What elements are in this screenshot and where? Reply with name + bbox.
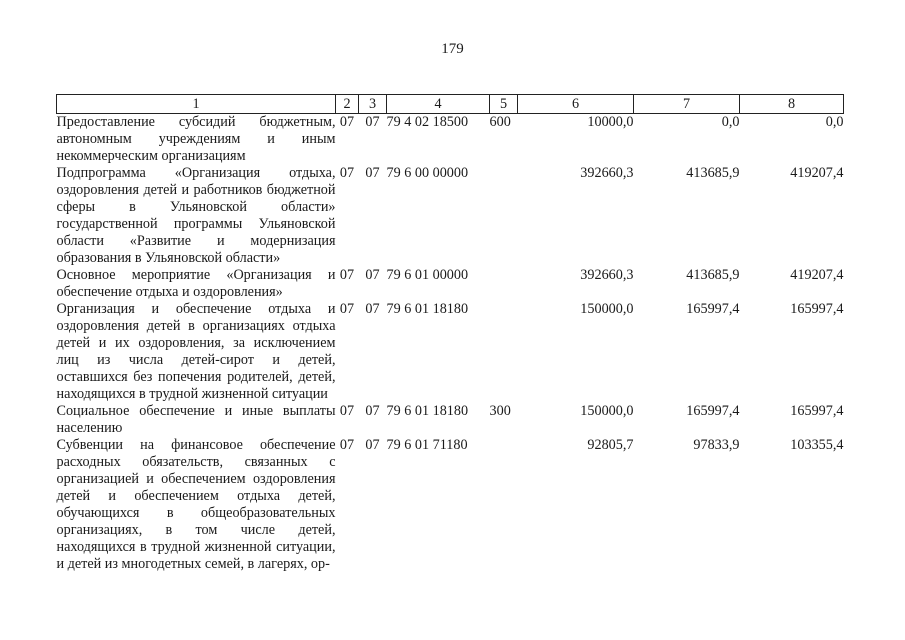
budget-table (56, 94, 844, 573)
row-subsection: 07 (365, 403, 380, 419)
header-col-amount-2: 7 (634, 95, 740, 114)
row-amount-2: 0,0 (721, 114, 740, 130)
table-row (57, 437, 844, 573)
row-amount-1: 10000,0 (587, 114, 634, 130)
row-subsection: 07 (365, 301, 380, 317)
header-col-amount-3: 8 (740, 95, 844, 114)
row-name: Организация и обеспечение отдыха и оздоровления детей в организациях отдыха детей и их оздоровления, за исключением лиц из числа детей-сирот и детей, оставшихся без попечения родителей, детей, находящихся в трудной жизненной ситуации (56, 301, 336, 402)
row-section: 07 (339, 301, 355, 317)
header-col-section: 2 (336, 95, 359, 114)
row-target-article: 79 4 02 18500 (386, 114, 469, 130)
row-amount-2: 413685,9 (686, 267, 740, 283)
row-subsection: 07 (365, 267, 380, 283)
page-number: 179 (441, 41, 464, 57)
header-col-amount-1: 6 (518, 95, 634, 114)
row-expense-type: 300 (489, 403, 511, 419)
table-row (57, 267, 844, 301)
row-expense-type (490, 437, 518, 573)
row-name: Социальное обеспечение и иные выплаты населению (56, 403, 336, 436)
row-target-article: 79 6 00 00000 (386, 165, 469, 181)
table-row (57, 301, 844, 403)
table-header (57, 95, 844, 114)
row-amount-1: 392660,3 (580, 165, 634, 181)
row-amount-2: 165997,4 (686, 403, 740, 419)
row-expense-type (490, 301, 518, 403)
table-row (57, 114, 844, 166)
row-section: 07 (339, 403, 355, 419)
header-row (57, 95, 844, 114)
row-name: Субвенции на финансовое обеспечение расходных обязательств, связанных с организацией и обеспечением оздоровления детей и обеспечением отдыха детей, обучающихся в общеобразовательных организациях, в том числе детей, находящихся в трудной жизненной ситуации, и детей из многодетных семей, в лагерях, ор- (56, 437, 336, 572)
row-amount-1: 150000,0 (580, 403, 634, 419)
row-name: Предоставление субсидий бюджетным, автономным учреждениям и иным некоммерческим организациям (56, 114, 336, 164)
row-section: 07 (339, 114, 355, 130)
row-expense-type: 600 (489, 114, 511, 130)
row-amount-3: 419207,4 (790, 267, 844, 283)
row-subsection: 07 (365, 165, 380, 181)
row-expense-type (490, 267, 518, 301)
row-amount-2: 97833,9 (693, 437, 740, 453)
row-section: 07 (339, 267, 355, 283)
row-target-article: 79 6 01 71180 (386, 437, 468, 453)
header-col-target-article: 4 (387, 95, 490, 114)
row-name: Основное мероприятие «Организация и обеспечение отдыха и оздоровления» (56, 267, 336, 300)
header-col-name: 1 (57, 95, 336, 114)
row-subsection: 07 (365, 114, 380, 130)
row-amount-2: 413685,9 (686, 165, 740, 181)
row-amount-3: 165997,4 (790, 301, 844, 317)
row-name: Подпрограмма «Организация отдыха, оздоровления детей и работников бюджетной сферы в Ульяновской области» государственной программы Ульяновской области «Развитие и модернизация образования в Ульяновской области» (56, 165, 336, 266)
row-section: 07 (339, 165, 355, 181)
row-amount-1: 92805,7 (587, 437, 634, 453)
table-body (57, 114, 844, 574)
row-target-article: 79 6 01 00000 (386, 267, 469, 283)
row-amount-1: 150000,0 (580, 301, 634, 317)
row-amount-3: 0,0 (825, 114, 844, 130)
row-amount-3: 103355,4 (790, 437, 844, 453)
row-amount-3: 419207,4 (790, 165, 844, 181)
row-amount-3: 165997,4 (790, 403, 844, 419)
budget-table-container (56, 94, 843, 573)
table-row (57, 165, 844, 267)
row-amount-2: 165997,4 (686, 301, 740, 317)
header-col-expense-type: 5 (490, 95, 518, 114)
row-expense-type (490, 165, 518, 267)
table-row (57, 403, 844, 437)
row-subsection: 07 (365, 437, 380, 453)
row-amount-1: 392660,3 (580, 267, 634, 283)
row-section: 07 (339, 437, 355, 453)
row-target-article: 79 6 01 18180 (386, 301, 469, 317)
header-col-subsection: 3 (359, 95, 387, 114)
row-target-article: 79 6 01 18180 (386, 403, 469, 419)
